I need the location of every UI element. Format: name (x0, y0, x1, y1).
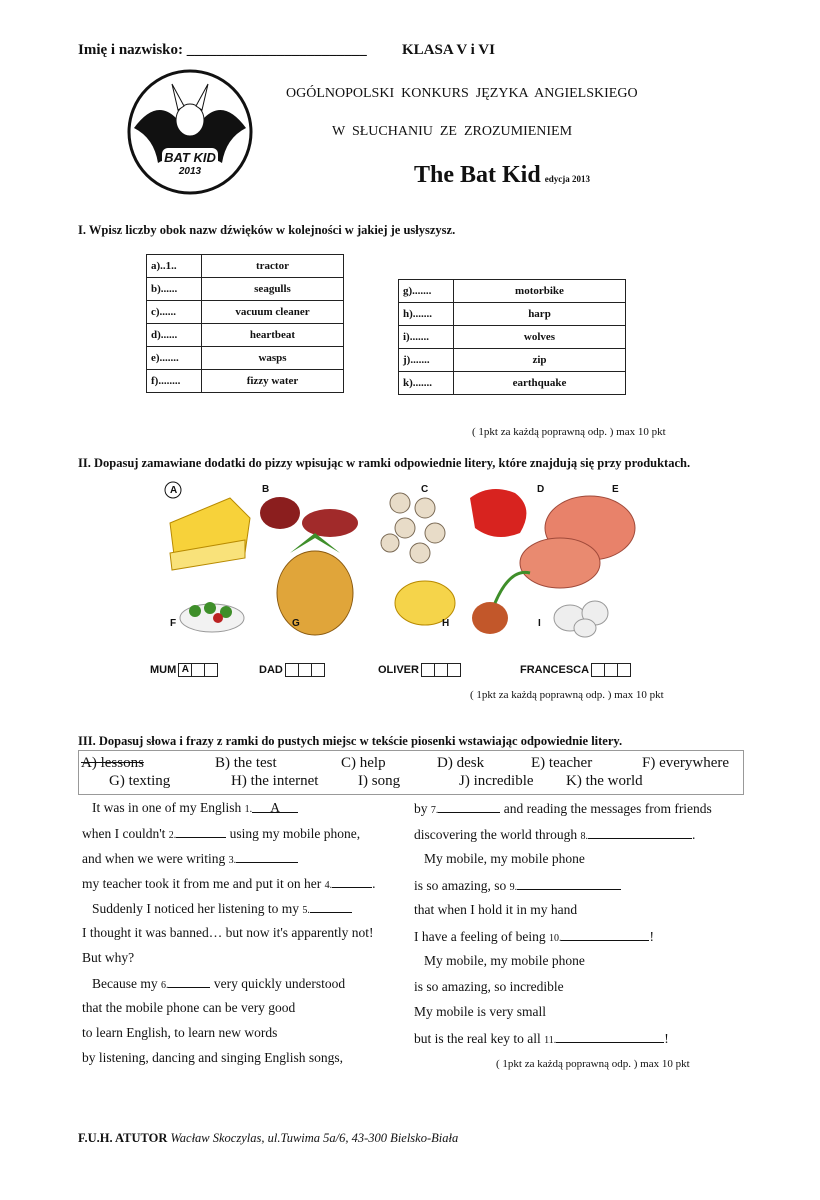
song-line: that the mobile phone can be very good (82, 1000, 296, 1015)
song-line: is so amazing, so 9. (414, 877, 621, 894)
answer-box[interactable] (285, 663, 299, 677)
sound-row (399, 303, 626, 326)
answer-box[interactable] (421, 663, 435, 677)
answer-box[interactable] (617, 663, 631, 677)
song-line: I have a feeling of being 10. ! (414, 928, 654, 944)
person-oliver: OLIVER (378, 663, 461, 677)
contest-title: The Bat Kid edycja 2013 (414, 162, 590, 188)
sound-row (147, 278, 344, 301)
sound-row (399, 372, 626, 395)
sound-number-cell[interactable]: d)...... (147, 324, 202, 347)
word-option: I) song (358, 773, 401, 789)
product-label-e: E (612, 484, 619, 495)
sound-number-cell[interactable]: f)........ (147, 370, 202, 393)
answer-blank[interactable] (236, 850, 298, 863)
person-dad: DAD (259, 663, 325, 677)
sound-row (147, 347, 344, 370)
song-line: when I couldn't 2. using my mobile phone, (82, 826, 361, 841)
song-line: by 7. and reading the messages from friends (414, 801, 712, 816)
word-option: G) texting (109, 773, 171, 789)
sound-number-cell[interactable]: g)....... (399, 280, 454, 303)
product-label-a: A (170, 485, 178, 496)
answer-blank[interactable] (556, 1030, 664, 1043)
section-3-instruction: III. Dopasuj słowa i frazy z ramki do pustych miejsc w tekście piosenki wstawiając odpowiednie litery. (78, 734, 623, 748)
song-line: but is the real key to all 11. ! (414, 1030, 669, 1046)
answer-blank[interactable] (332, 875, 372, 888)
answer-box[interactable] (447, 663, 461, 677)
bat-kid-logo (126, 68, 254, 196)
answer-box[interactable] (204, 663, 218, 677)
section-3-points-note: ( 1pkt za każdą poprawną odp. ) max 10 pkt (496, 1058, 690, 1070)
song-line: My mobile, my mobile phone (424, 953, 585, 968)
song-line: that when I hold it in my hand (414, 902, 578, 917)
word-option: K) the world (566, 773, 643, 789)
product-label-h: H (442, 618, 450, 629)
sounds-table-left (146, 254, 344, 393)
song-line: is so amazing, so incredible (414, 978, 564, 994)
product-label-g: G (292, 618, 300, 629)
sounds-table-right (398, 279, 626, 395)
sound-number-cell[interactable]: a)..1.. (147, 255, 202, 278)
word-option: E) teacher (531, 755, 593, 771)
song-line: my teacher took it from me and put it on her 4. . (82, 876, 376, 891)
sound-name: zip (454, 349, 626, 372)
song-line: and when we were writing 3. (82, 850, 298, 867)
contest-line-2: W SŁUCHANIU ZE ZROZUMIENIEM (332, 124, 573, 139)
sound-number-cell[interactable]: j)....... (399, 349, 454, 372)
section-2-points-note: ( 1pkt za każdą poprawną odp. ) max 10 pkt (470, 689, 664, 701)
section-2-instruction: II. Dopasuj zamawiane dodatki do pizzy wpisując w ramki odpowiednie litery, które znajdują się przy produktach. (78, 456, 691, 470)
word-option: D) desk (437, 755, 485, 771)
pizza-toppings-illustration (150, 478, 670, 638)
word-option: F) everywhere (642, 755, 730, 771)
answer-blank[interactable] (168, 975, 210, 988)
person-mum: MUM A (150, 663, 218, 677)
answer-blank[interactable] (517, 877, 621, 890)
sound-number-cell[interactable]: k)....... (399, 372, 454, 395)
sound-number-cell[interactable]: i)....... (399, 326, 454, 349)
answer-blank[interactable] (310, 900, 352, 913)
sound-name: seagulls (202, 278, 344, 301)
name-field-label: Imię i nazwisko: ________________________ (78, 42, 367, 58)
sound-number-cell[interactable]: b)...... (147, 278, 202, 301)
sound-name: motorbike (454, 280, 626, 303)
sound-row (399, 326, 626, 349)
section-1-points-note: ( 1pkt za każdą poprawną odp. ) max 10 pkt (472, 426, 666, 438)
sound-number-cell[interactable]: e)....... (147, 347, 202, 370)
song-line: My mobile, my mobile phone (424, 851, 585, 866)
sound-row (147, 324, 344, 347)
sound-name: vacuum cleaner (202, 301, 344, 324)
sound-row (147, 370, 344, 393)
word-option: H) the internet (231, 773, 319, 789)
answer-box[interactable]: A (178, 663, 192, 677)
product-label-c: C (421, 484, 429, 495)
sound-name: wolves (454, 326, 626, 349)
answer-box[interactable] (604, 663, 618, 677)
song-line: by listening, dancing and singing English songs, (82, 1050, 343, 1065)
class-label: KLASA V i VI (402, 42, 495, 58)
sound-number-cell[interactable]: c)...... (147, 301, 202, 324)
song-line: My mobile is very small (414, 1004, 546, 1019)
answer-blank[interactable] (588, 826, 692, 839)
sound-name: heartbeat (202, 324, 344, 347)
song-line: to learn English, to learn new words (82, 1025, 278, 1040)
svg-text:2013: 2013 (178, 166, 202, 177)
sound-number-cell[interactable]: h)....... (399, 303, 454, 326)
word-option: C) help (341, 755, 386, 771)
product-label-b: B (262, 484, 270, 495)
word-option: J) incredible (459, 773, 534, 789)
sound-row (147, 301, 344, 324)
product-label-f: F (170, 618, 177, 629)
answer-blank[interactable] (438, 800, 500, 813)
answer-blank[interactable] (561, 928, 649, 941)
sound-row (399, 280, 626, 303)
word-option: B) the test (215, 755, 277, 771)
song-line: Because my 6. very quickly understood (92, 976, 346, 991)
answer-blank[interactable] (176, 825, 226, 838)
answer-box[interactable] (591, 663, 605, 677)
person-francesca: FRANCESCA (520, 663, 631, 677)
word-bank (78, 750, 744, 795)
song-line: discovering the world through 8. . (414, 826, 696, 842)
footer: F.U.H. ATUTOR Wacław Skoczylas, ul.Tuwima 5a/6, 43-300 Bielsko-Biała (78, 1131, 459, 1145)
song-line: Suddenly I noticed her listening to my 5. (92, 900, 352, 917)
sound-name: tractor (202, 255, 344, 278)
answer-box[interactable] (298, 663, 312, 677)
sound-name: wasps (202, 347, 344, 370)
answer-blank[interactable]: A (252, 800, 298, 813)
answer-box[interactable] (434, 663, 448, 677)
sound-row (399, 349, 626, 372)
song-line: It was in one of my English 1. A (92, 800, 298, 816)
name-blank[interactable]: ________________________ (186, 42, 367, 58)
sound-name: fizzy water (202, 370, 344, 393)
section-1-instruction: I. Wpisz liczby obok nazw dźwięków w kolejności w jakiej je usłyszysz. (78, 223, 456, 237)
sound-row (147, 255, 344, 278)
answer-box[interactable] (311, 663, 325, 677)
contest-line-1: OGÓLNOPOLSKI KONKURS JĘZYKA ANGIELSKIEGO (286, 86, 638, 101)
answer-box[interactable] (191, 663, 205, 677)
svg-text:BAT KID: BAT KID (164, 150, 216, 165)
song-line: But why? (82, 950, 135, 965)
product-label-d: D (537, 484, 545, 495)
product-label-i: I (538, 618, 541, 629)
sound-name: earthquake (454, 372, 626, 395)
song-line: I thought it was banned… but now it's apparently not! (82, 925, 374, 940)
sound-name: harp (454, 303, 626, 326)
word-option: A) lessons (81, 755, 144, 771)
